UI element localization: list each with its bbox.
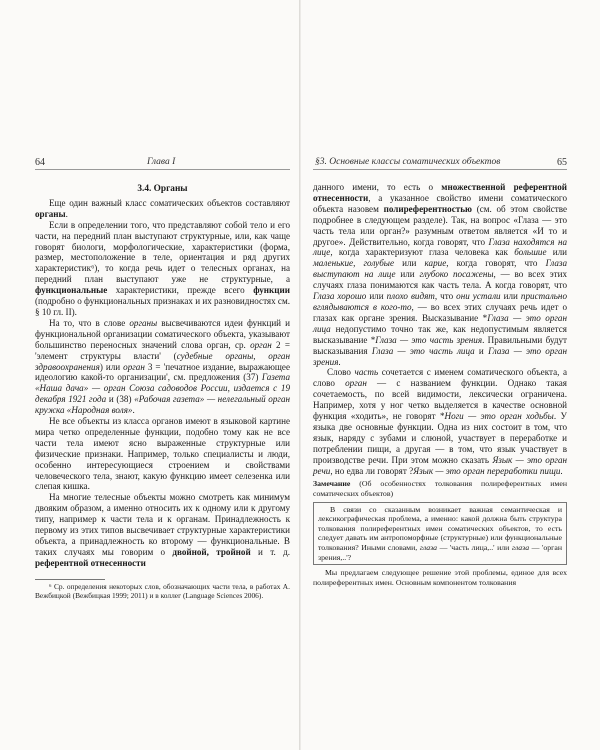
footnote: ⁶ Ср. определения некоторых слов, обозначающих части тела, в работах А. Вежбицкой (Вежбицкая 1999; 2011) и в коллег (Language Sciences 2006). [35, 581, 290, 600]
text-run: Слово [327, 367, 355, 378]
text-run: — с названием функции. Однако такая сочетаемость, по всей видимости, лексически ограничена. Например, хотя у ног четко выделяется в качестве основной функция «ходить», не говорят * [313, 378, 567, 422]
italic-example: Глаза — это орган лица [313, 312, 567, 334]
italic-example: Глаза — это часть зрения [375, 334, 483, 345]
text-run: или [366, 291, 387, 302]
italic-example: глаза [511, 543, 530, 553]
right-page-number: 65 [557, 157, 567, 168]
remark-label: Замечание [313, 479, 351, 489]
left-running-header [35, 157, 290, 170]
italic-example: судебные органы, орган здравоохранения [35, 350, 290, 372]
remark-text [318, 505, 562, 563]
text-run: . [338, 356, 341, 367]
italic-example: пристально вглядываются в кого-то [313, 291, 567, 312]
italic-example: Глаза хорошо [313, 291, 367, 302]
text-run: и (38) [106, 394, 135, 405]
paragraph [35, 492, 290, 568]
text-run: В связи со сказанным возникает важная семантическая и лексикографическая проблема, а именно: какой должна быть структура толкования полиреферентных имен соматических объектов, то есть следует давать им антропоморфные (структурные) или функциональные толкования? Иными словами, [318, 504, 562, 553]
remark-box [313, 502, 567, 566]
italic-example: орган [250, 339, 272, 350]
text-run: На многие телесные объекты можно смотреть как минимум двояким образом, а именно относить их к одному или к другому типу, например к части тела и к органам. Принадлежность к первому из этих типов высвечивает структурные характеристики объекта, а принадлежность ко второму — функциональные. В таких случаях мы говорим о [35, 492, 290, 557]
text-run: . [560, 465, 563, 476]
bold-term: функции [253, 285, 290, 296]
italic-example: органы [129, 317, 158, 328]
text-run: характеристики, прежде всего [107, 285, 254, 296]
bold-term: полиреферентностью [383, 203, 472, 214]
text-run: , а указанное свойство имени соматического объекта назовем [313, 192, 567, 214]
italic-example: Газета «Наша дача» — орган Союза садоводов России, издается с 19 декабря 1921 года [35, 372, 290, 405]
paragraph [313, 182, 567, 367]
paragraph [35, 416, 290, 492]
left-text-column [35, 184, 290, 600]
text-run: . Правильными будут высказывания [313, 334, 567, 356]
italic-example: они устали [456, 291, 501, 302]
text-run: или [546, 247, 567, 258]
section-heading: 3.4. Органы [137, 184, 188, 194]
text-run: — 'орган зрения,..'? [318, 543, 562, 562]
bold-term: двойной, тройной [172, 546, 251, 557]
italic-example: плохо видят [386, 291, 435, 302]
paragraph [35, 318, 290, 416]
italic-example: часть [354, 367, 379, 378]
left-running-head: Глава I [147, 157, 176, 167]
text-run: или [394, 258, 425, 269]
text-run: ) или [99, 361, 124, 372]
text-run: Если в определении того, что представляют собой тело и его части, на передний план выступают структурные, или, как чаще говорят биологи, морфологические, характеристики (форма, размер, местоположение в теле, ориентация и ряд других характеристик⁶), то когда речь идет о телесных органах, на передний план выступают уже не структурные, а [35, 219, 290, 285]
text-run: Еще один важный класс соматических объектов составляют [49, 197, 290, 208]
italic-example: Язык — это орган речи [313, 454, 567, 476]
italic-example: маленькие, голубые [313, 258, 394, 269]
text-run: высвечиваются идеи функций и функциональной организации соматического объекта, указывают большинство переносных значений слова орган, ср. [35, 317, 290, 350]
bold-term: множественной референтной отнесенности [313, 182, 567, 203]
text-run: , когда характеризуют глаза человека как [330, 247, 515, 258]
text-run: , — во всех этих случаях речь идет о глазах как органе зрения. Высказывание * [313, 301, 567, 323]
text-run: . [132, 405, 135, 416]
right-page [301, 0, 600, 750]
italic-example: большие [514, 247, 547, 258]
text-run: недопустимо точно так же, как недопустимым является высказывание * [313, 323, 567, 345]
remark-heading [313, 479, 567, 498]
left-page [0, 0, 299, 750]
right-running-header [313, 157, 567, 170]
text-run: — 'часть лица,..' или [437, 543, 512, 553]
text-run: Не все объекты из класса органов имеют в языковой картине мира четко определенные функции, подобно тому как не все части тела имеют ясно выраженные структурные или физические признаки. Например, только специалисты и люди, особенно интересующиеся строением и свойствами человеческого тела, знают, какую функцию имеет селезенка или слепая кишка. [35, 416, 290, 492]
text-run: или [395, 269, 420, 280]
text-run: . [65, 208, 68, 219]
italic-example: «Рабочая газета» — нелегальный орган кружка «Народная воля» [35, 394, 291, 416]
bold-term: референтной отнесенности [35, 557, 146, 568]
text-run: (см. об этом свойстве подробнее в следующем разделе). Так, на вопрос «Глаза — это часть тела или орган?» разумным ответом является «И то и другое». Действительно, когда говорят, что [313, 203, 567, 247]
italic-example: карие [424, 258, 447, 269]
paragraph [35, 198, 290, 220]
paragraph [313, 367, 567, 476]
italic-example: орган [345, 378, 367, 389]
text-run: данного имени, то есть о [313, 182, 442, 192]
text-run: или [500, 291, 521, 302]
remark-block [313, 479, 567, 587]
text-run: 3 = 'печатное издание, выражающее идеологию какой-то организации', см. предложения (37) [35, 361, 290, 383]
footnote-rule [35, 579, 105, 580]
text-run: . У языка две основные функции. Одна из них состоит в том, что язык, наряду с зубами и слюной, участвует в переработке и потреблении пищи, а другая — в том, что язык участвует в производстве речи. При этом можно сказать [313, 411, 567, 465]
bold-term: органы [35, 208, 66, 219]
italic-example: Глаза находятся на лице [313, 236, 568, 258]
text-run: сочетается с именем соматического объекта, а слово [313, 367, 567, 389]
text-run: , но едва ли говорят ? [330, 465, 414, 476]
italic-example: глубоко посажены [419, 269, 494, 280]
italic-example: Глаза выступают на лице [313, 258, 567, 280]
paragraph [35, 220, 290, 318]
text-run: , что [434, 291, 457, 302]
italic-example: Глаза — это часть лица [371, 345, 475, 356]
bold-term: функциональные [35, 285, 108, 296]
left-page-number: 64 [35, 157, 45, 168]
right-running-head: §3. Основные классы соматических объектов [315, 157, 501, 167]
text-run: и т. д. [250, 546, 290, 557]
text-run: (подробно о функциональных признаках и их разновидностях см. § 10 гл. II). [35, 296, 290, 317]
italic-example: орган [123, 361, 145, 372]
italic-example: Глаза — это орган зрения [313, 345, 568, 367]
text-run: , когда говорят, что [446, 258, 546, 269]
italic-example: глаза [419, 543, 438, 553]
italic-example: Язык — это орган переработки пищи [413, 465, 561, 476]
right-text-column [313, 182, 567, 587]
text-run: На то, что в слове [49, 317, 130, 328]
remark-continuation: Мы предлагаем следующее решение этой проблемы, единое для всех полиреферентных имен. Основным компонентом толкования [313, 568, 567, 587]
text-run: и [474, 345, 489, 356]
remark-title: (Об особенностях толкования полиреферентных имен соматических объектов) [313, 479, 567, 499]
text-run: , — во всех этих случаях глаза понимаются как часть тела. А когда говорят, что [313, 269, 567, 291]
text-run: 2 = 'элемент структуры власти' ( [35, 339, 290, 361]
italic-example: Ноги — это орган ходьбы [444, 411, 554, 422]
